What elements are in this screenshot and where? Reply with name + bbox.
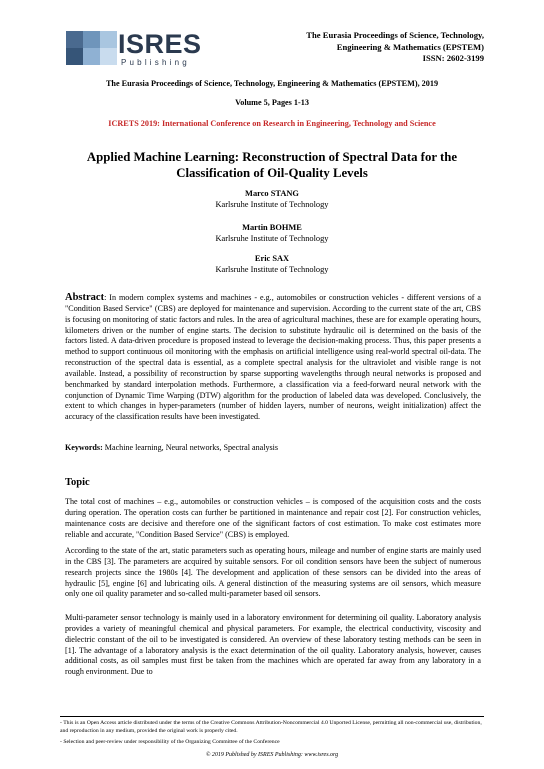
journal-name-line1: The Eurasia Proceedings of Science, Technology,	[306, 30, 484, 40]
proceedings-line: The Eurasia Proceedings of Science, Technology, Engineering & Mathematics (EPSTEM), 2019	[105, 79, 439, 88]
footnote-license: - This is an Open Access article distributed under the terms of the Creative Commons Attribution-Noncommercial 4.0 Unported License, permitting all non-commercial use, distribution, and reproduction in any medium, provided the original work is properly cited.	[60, 720, 482, 734]
journal-header	[306, 30, 484, 65]
author-affiliation: Karlsruhe Institute of Technology	[215, 233, 329, 243]
logo-tile	[83, 31, 100, 48]
author-name: Marco STANG	[245, 189, 299, 198]
author-affiliation: Karlsruhe Institute of Technology	[215, 264, 329, 274]
body-paragraph: Multi-parameter sensor technology is mainly used in a laboratory environment for determining oil quality. Laboratory analysis provides a variety of meaningful chemical and physical parameters. For example, the electrical conductivity, viscosity and dielectric constant of the oil to be investigated is considered. An overview of these laboratory testing methods can be seen in [1]. The advantage of a laboratory analysis is the exact determination of the oil quality. Laboratory analysis, however, causes additional costs, as oil samples must first be taken from the machines which are operated far away from any laboratory in a rough environment. Due to	[65, 613, 481, 677]
paper-title	[60, 150, 484, 181]
keywords-label: Keywords:	[65, 443, 103, 452]
copyright-line: © 2019 Published by ISRES Publishing: www.isres.org	[205, 752, 339, 758]
section-heading: Topic	[65, 477, 90, 488]
author-affiliation: Karlsruhe Institute of Technology	[215, 199, 329, 209]
logo-subtitle: Publishing	[121, 58, 190, 67]
body-paragraph: According to the state of the art, static parameters such as operating hours, mileage and number of engine starts are mainly used in the CBS [3]. The parameters are acquired by suitable sensors. For oil condition sensors have been the subject of numerous research projects since the 1980s [4]. The development and application of these sensors can be divided into the areas of hydraulic [5], engine [6] and lubricating oils. A general distinction of the measuring systems are oil sensors, which measure only one oil quality parameter and so-called multi-parameter based oil sensors.	[65, 546, 481, 599]
isres-logo	[66, 29, 202, 69]
author-block	[0, 189, 544, 210]
journal-name-line2: Engineering & Mathematics (EPSTEM)	[336, 41, 484, 52]
body-paragraph: The total cost of machines – e.g., automobiles or construction vehicles – is composed of the acquisition costs and the costs during operation. The operation costs can further be partitioned in maintenance and repair cost [2]. For construction vehicles, maintenance costs are decisive and therefore one of the significant factors of cost estimation. To make cost estimates more reliable and accurate, "Condition Based Service" (CBS) is employed.	[65, 497, 481, 539]
abstract-text: : In modern complex systems and machines - e.g., automobiles or construction vehicles - different versions of a "Condition Based Service" (CBS) are deployed for maintenance and supervision. According to the current state of the art, CBS is focusing on monitoring of static factors and rules. In the area of agricultural machines, these are for example operating hours, kilometers driven or the number of engine starts. The decision to substitute hydraulic oil is determined on the basis of the factors listed. A data-driven procedure is proposed instead to leverage the decision-making process. Thus, this paper presents a method to support continuous oil monitoring with the emphasis on artificial intelligence using real-world spectral oil-data. The reconstruction of the spectral data is essential, as a complete spectral analysis for the ultraviolet and visible range is not available. Instead, a possibility of reconstruction by sparse supporting wavelengths through neural networks is proposed and benchmarked by standard interpolation methods. Furthermore, a classification via a feed-forward neural network with the conjunction of Dynamic Time Warping (DTW) algorithm for the production of labeled data was developed. Conclusively, the extent to which changes in hyper-parameters (number of hidden layers, number of neurons, weight initialization) affect the accuracy of the classification results have been investigated.	[65, 293, 481, 422]
author-block	[0, 254, 544, 275]
logo-word: ISRES	[118, 29, 202, 59]
logo-tile	[66, 48, 83, 65]
footnote-rule	[60, 716, 484, 717]
logo-tile	[100, 48, 117, 65]
footnote-review: - Selection and peer-review under responsibility of the Organizing Committee of the Conference	[60, 739, 280, 745]
author-name: Eric SAX	[254, 254, 290, 263]
logo-tile	[83, 48, 100, 65]
keywords	[65, 443, 481, 452]
logo-tile	[100, 31, 117, 48]
logo-tile	[66, 31, 83, 48]
title-line-2: Classification of Oil-Quality Levels	[176, 165, 368, 180]
abstract-label: Abstract	[65, 292, 105, 303]
author-name: Martin BOHME	[242, 223, 302, 232]
journal-issn: ISSN: 2602-3199	[422, 53, 484, 63]
volume-pages: Volume 5, Pages 1-13	[235, 98, 309, 107]
title-line-1: Applied Machine Learning: Reconstruction of Spectral Data for the	[86, 150, 458, 164]
keywords-text: Machine learning, Neural networks, Spectral analysis	[102, 443, 279, 452]
conference-name: ICRETS 2019: International Conference on Research in Engineering, Technology and Science	[108, 119, 436, 128]
abstract	[65, 293, 481, 423]
author-block	[0, 223, 544, 244]
